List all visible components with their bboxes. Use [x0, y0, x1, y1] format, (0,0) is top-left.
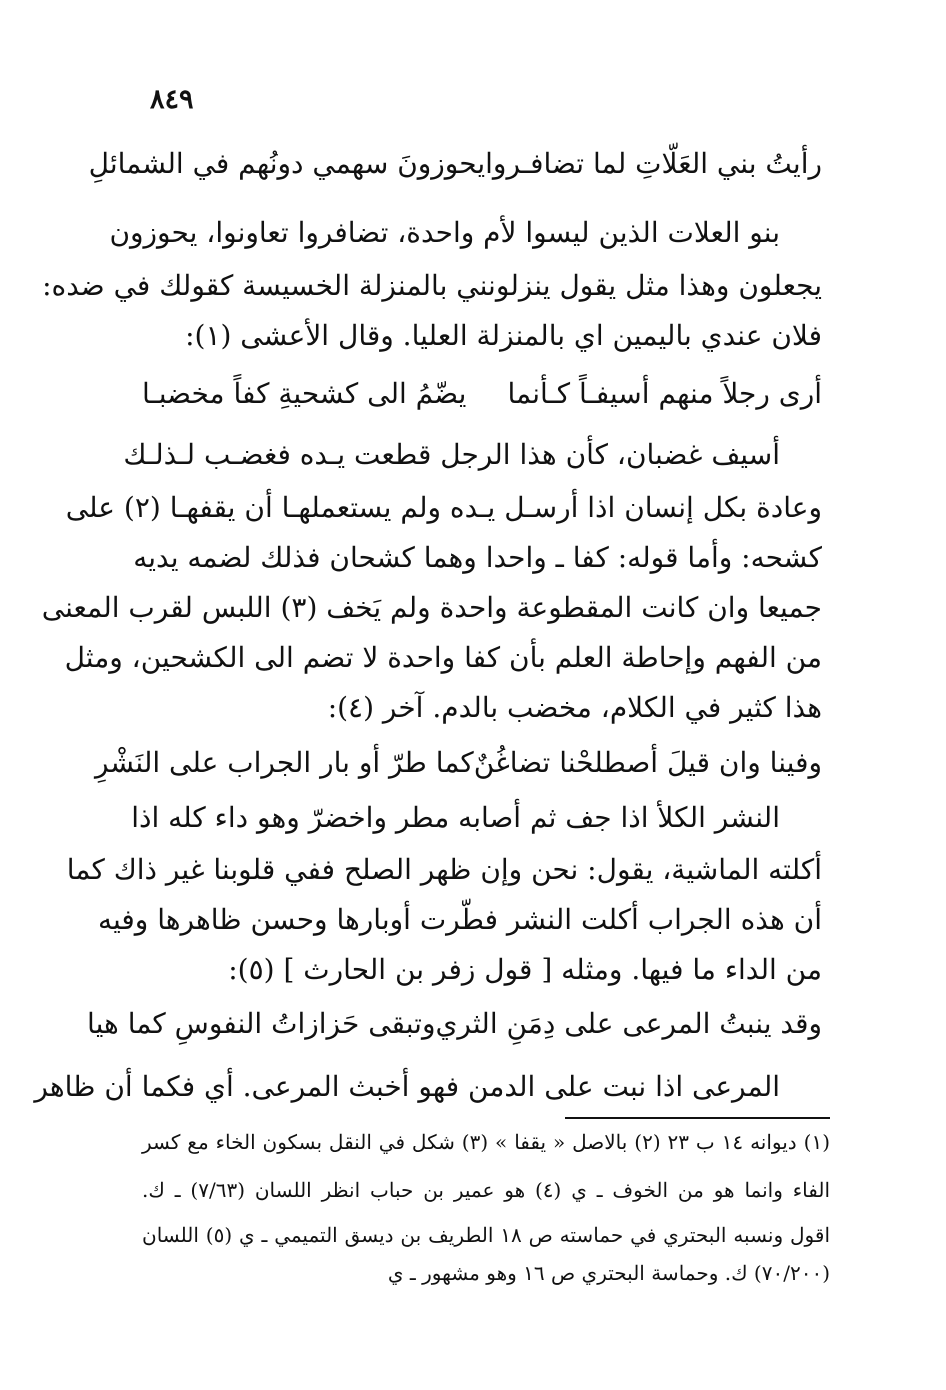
- footnote-line: الفاء وانما هو من الخوف ـ ي (٤) هو عمير بن حباب انظر اللسان (٧/٦٣) ـ ك.: [142, 1178, 830, 1202]
- paragraph-line: المرعى اذا نبت على الدمن فهو أخبث المرعى. أي فكما أن ظاهر: [34, 1070, 780, 1103]
- paragraph-line: كشحه: وأما قوله: كفا ـ واحدا وهما كشحان فذلك لضمه يديه: [133, 541, 822, 574]
- paragraph-line: يجعلون وهذا مثل يقول ينزلونني بالمنزلة الخسيسة كقولك في ضده:: [42, 269, 822, 302]
- verse-line: [94, 746, 822, 779]
- footnote-line: (٧٠/٢٠٠) ك. وحماسة البحتري ص ١٦ وهو مشهور ـ ي: [387, 1261, 830, 1285]
- footnote-line: اقول ونسبه البحتري في حماسته ص ١٨ الطريف بن ديسق التميمي ـ ي (٥) اللسان: [142, 1223, 830, 1247]
- paragraph-line: أكلته الماشية، يقول: نحن وإن ظهر الصلح ففي قلوبنا غير ذاك كما: [66, 853, 822, 886]
- footnote-separator: [565, 1117, 830, 1119]
- paragraph-line: أن هذه الجراب أكلت النشر فطّرت أوبارها وحسن ظاهرها وفيه: [97, 903, 822, 936]
- paragraph-line: جميعا وان كانت المقطوعة واحدة ولم يَخف (٣) اللبس لقرب المعنى: [41, 591, 822, 624]
- verse-second-hemistich: كما طرّ أو بار الجراب على النَشْرِ: [94, 746, 474, 779]
- paragraph-line: من الفهم وإحاطة العلم بأن كفا واحدة لا تضم الى الكشحين، ومثل: [64, 641, 822, 674]
- paragraph-line: فلان عندي باليمين اي بالمنزلة العليا. وقال الأعشى (١):: [185, 319, 822, 352]
- paragraph-line: وعادة بكل إنسان اذا أرسـل يـده ولم يستعملهـا أن يقفهـا (٢) على: [65, 491, 822, 524]
- verse-second-hemistich: يحوزونَ سهمي دونُهم في الشمائلِ: [88, 147, 486, 180]
- paragraph-line: هذا كثير في الكلام، مخضب بالدم. آخر (٤):: [327, 691, 822, 724]
- paragraph-line: أسيف غضبان، كأن هذا الرجل قطعت يـده فغضـب لـذلـك: [123, 438, 780, 471]
- verse-first-hemistich: وقد ينبتُ المرعى على دِمَنِ الثري: [435, 1007, 822, 1040]
- footnote-line: (١) ديوانه ١٤ ب ٢٣ (٢) بالاصل « يقفا » (٣) شكل في النقل بسكون الخاء مع كسر: [142, 1130, 830, 1154]
- verse-first-hemistich: وفينا وان قيلَ أصطلحْنا تضاغُنٌ: [473, 746, 822, 779]
- verse-first-hemistich: أرى رجلاً منهم أسيفـاً كـأنما: [507, 377, 822, 410]
- verse-line: [87, 1007, 822, 1040]
- verse-second-hemistich: وتبقى حَزازاتُ النفوسِ كما هيا: [87, 1007, 436, 1040]
- paragraph-line: من الداء ما فيها. ومثله [ قول زفر بن الحارث ] (٥):: [228, 953, 822, 986]
- verse-line: [88, 147, 822, 180]
- paragraph-line: النشر الكلأ اذا جف ثم أصابه مطر واخضرّ وهو داء كله اذا: [131, 801, 780, 834]
- verse-first-hemistich: رأيتُ بني العَلّاتِ لما تضافـروا: [485, 147, 822, 180]
- paragraph-line: بنو العلات الذين ليسوا لأم واحدة، تضافروا تعاونوا، يحوزون: [109, 216, 780, 249]
- verse-line: [142, 377, 822, 410]
- page-number: ٨٤٩: [150, 84, 194, 115]
- verse-second-hemistich: يضّمُ الى كشحيةِ كفاً مخضبـا: [142, 377, 467, 410]
